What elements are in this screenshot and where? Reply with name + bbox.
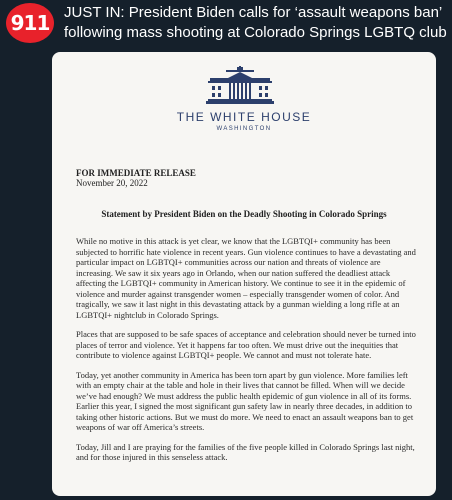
statement-body xyxy=(76,236,416,472)
statement-title: Statement by President Biden on the Deadly Shooting in Colorado Springs xyxy=(101,209,387,219)
tweet-header xyxy=(0,0,452,50)
account-avatar[interactable] xyxy=(6,3,54,43)
tweet-media-image[interactable] xyxy=(52,52,436,496)
white-house-name: THE WHITE HOUSE xyxy=(176,110,312,124)
statement-paragraph: While no motive in this attack is yet clear, we know that the LGBTQI+ community has been subjected to horrific hate violence in recent years. Gun violence continues to have a devastating and particular impact on LGBTQI+ communities across our nation and threats of violence are increasing. We saw it six years ago in Orlando, when our nation suffered the deadliest attack affecting the LGBTQI+ community in American history. We continue to see it in the epidemic of violence and murder against transgender women – especially transgender women of color. And tragically, we saw it last night in this devastating attack by a gunman wielding a long rifle at an LGBTQI+ nightclub in Colorado Springs. xyxy=(76,236,416,320)
white-house-city: WASHINGTON xyxy=(216,126,272,132)
statement-paragraph: Places that are supposed to be safe spaces of acceptance and celebration should never be turned into places of terror and violence. Yet it happens far too often. We must drive out the inequities that contribute to violence against LGBTQI+ people. We cannot and must not tolerate hate. xyxy=(76,329,416,360)
tweet-text: JUST IN: President Biden calls for ‘assault weapons ban’ following mass shooting at Colorado Springs LGBTQ club xyxy=(64,4,447,41)
avatar-logo-text: 911 xyxy=(10,11,50,35)
release-date: November 20, 2022 xyxy=(76,178,148,188)
white-house-logo-icon xyxy=(206,66,274,106)
statement-paragraph: Today, Jill and I are praying for the families of the five people killed in Colorado Springs last night, and for those injured in this senseless attack. xyxy=(76,441,415,462)
statement-paragraph: Today, yet another community in America has been torn apart by gun violence. More families left with an empty chair at the table and hole in their lives that cannot be filled. When will we decide we’ve had enough? We must address the public health epidemic of gun violence in all of its forms. Earlier this year, I signed the most significant gun safety law in nearly three decades, in addition to taking other historic actions. But we must do more. We need to enact an assault weapons ban to get weapons of war off America’s streets. xyxy=(76,369,414,432)
release-label: FOR IMMEDIATE RELEASE xyxy=(76,168,196,178)
